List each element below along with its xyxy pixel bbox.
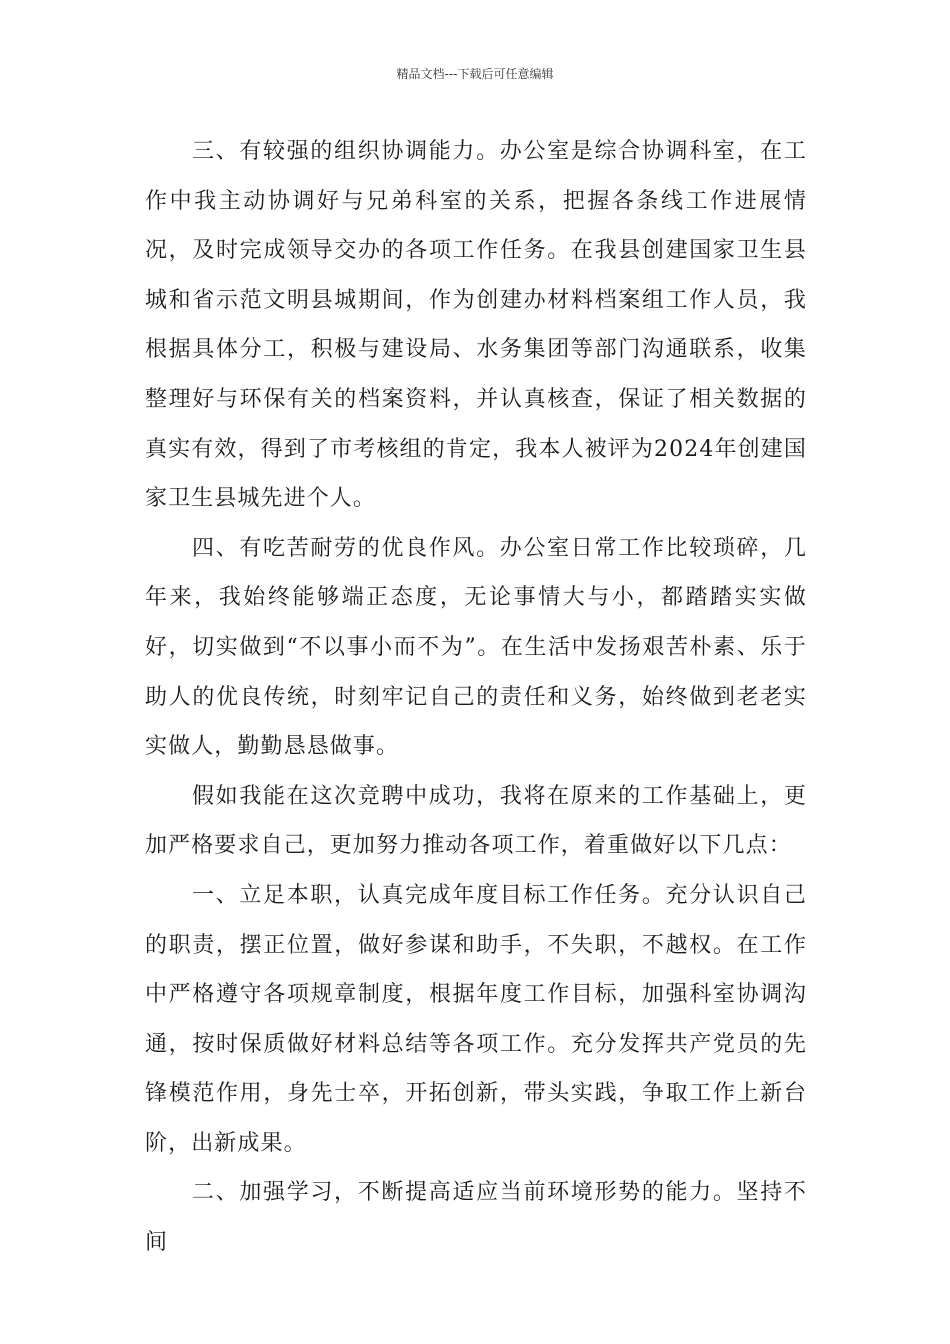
paragraph-intention: 假如我能在这次竞聘中成功，我将在原来的工作基础上，更加严格要求自己，更加努力推动各项工作，着重做好以下几点： [145, 783, 807, 859]
paragraph-point-one: 一、立足本职，认真完成年度目标工作任务。充分认识自己的职责，摆正位置，做好参谋和助手，不失职，不越权。在工作中严格遵守各项规章制度，根据年度工作目标，加强科室协调沟通，按时保质做好材料总结等各项工作。充分发挥共产党员的先锋模范作用，身先士卒，开拓创新，带头实践，争取工作上新台阶，出新成果。 [145, 882, 807, 1156]
page-header: 精品文档---下载后可任意编辑 [396, 67, 554, 81]
document-body [145, 127, 807, 1268]
paragraph-point-two: 二、加强学习，不断提高适应当前环境形势的能力。坚持不间 [145, 1180, 807, 1256]
paragraph-organization: 三、有较强的组织协调能力。办公室是综合协调科室，在工作中我主动协调好与兄弟科室的关系，把握各条线工作进展情况，及时完成领导交办的各项工作任务。在我县创建国家卫生县城和省示范文明县城期间，作为创建办材料档案组工作人员，我根据具体分工，积极与建设局、水务集团等部门沟通联系，收集整理好与环保有关的档案资料，并认真核查，保证了相关数据的真实有效，得到了市考核组的肯定，我本人被评为2024年创建国家卫生县城先进个人。 [145, 139, 807, 512]
paragraph-hardworking: 四、有吃苦耐劳的优良作风。办公室日常工作比较琐碎，几年来，我始终能够端正态度，无论事情大与小，都踏踏实实做好，切实做到“不以事小而不为”。在生活中发扬艰苦朴素、乐于助人的优良传统，时刻牢记自己的责任和义务，始终做到老老实实做人，勤勤恳恳做事。 [145, 535, 807, 760]
